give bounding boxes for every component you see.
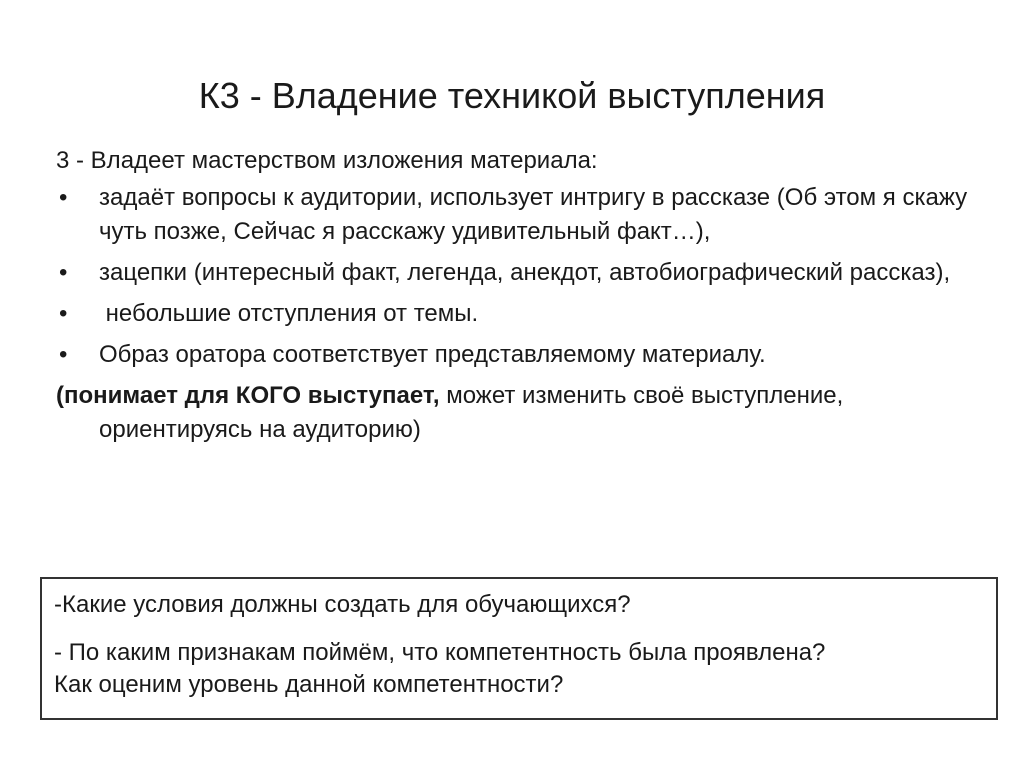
slide-title: К3 - Владение техникой выступления — [198, 75, 826, 116]
question-2-line-1: - По каким признакам поймём, что компетентность была проявлена? — [54, 639, 826, 666]
question-1: -Какие условия должны создать для обучающихся? — [54, 591, 631, 618]
bullet-text: небольшие отступления от темы. — [99, 300, 479, 327]
list-item — [56, 181, 976, 249]
list-item — [56, 256, 976, 290]
note-rest: может изменить своё выступление, ориентируясь на аудиторию) — [99, 382, 844, 443]
bullet-icon: • — [59, 259, 68, 286]
list-item — [56, 297, 976, 331]
content-body — [56, 144, 976, 447]
note-text — [56, 379, 976, 447]
bullet-text: зацепки (интересный факт, легенда, анекдот, автобиографический рассказ), — [99, 259, 951, 286]
intro-text: 3 - Владеет мастерством изложения материала: — [56, 147, 598, 174]
bullet-icon: • — [59, 341, 68, 368]
bullet-icon: • — [59, 300, 68, 327]
bullet-text: задаёт вопросы к аудитории, использует интригу в рассказе (Об этом я скажу чуть позже, Сейчас я расскажу удивительный факт…), — [99, 184, 968, 245]
question-2-line-2: Как оценим уровень данной компетентности? — [54, 671, 564, 698]
list-item — [56, 338, 976, 372]
questions-box — [40, 577, 998, 720]
bullet-icon: • — [59, 184, 68, 211]
bullet-text: Образ оратора соответствует представляемому материалу. — [99, 341, 766, 368]
note-bold: (понимает для КОГО выступает, — [56, 382, 440, 409]
